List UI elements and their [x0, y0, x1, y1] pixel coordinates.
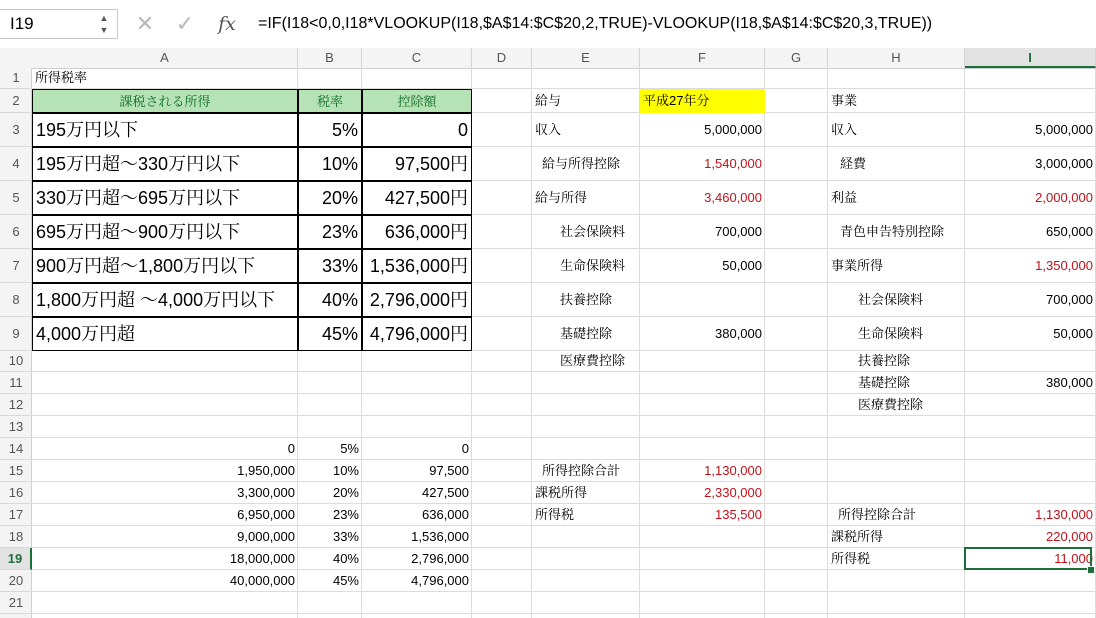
name-box[interactable]: I19 [0, 9, 118, 39]
cell-c20[interactable]: 4,796,000 [411, 573, 469, 588]
cell-b16[interactable]: 20% [332, 485, 359, 500]
cell-h17[interactable]: 所得控除合計 [838, 507, 917, 522]
cell-a6[interactable]: 695万円超〜900万円以下 [32, 215, 298, 249]
row-header-17[interactable]: 17 [0, 504, 32, 526]
cell-a20[interactable]: 40,000,000 [229, 573, 295, 588]
cell-c9[interactable]: 4,796,000円 [362, 317, 472, 351]
cell-f5[interactable]: 3,460,000 [704, 190, 762, 205]
row-header-13[interactable]: 13 [0, 416, 32, 438]
name-box-stepper-icon[interactable]: ▲ ▼ [99, 13, 109, 35]
column-header-i[interactable]: I [965, 48, 1096, 68]
cell-i8[interactable]: 700,000 [1046, 292, 1093, 307]
row-header-9[interactable]: 9 [0, 317, 32, 351]
cell-b8[interactable]: 40% [298, 283, 362, 317]
row-header-5[interactable]: 5 [0, 181, 32, 215]
cell-a4[interactable]: 195万円超〜330万円以下 [32, 147, 298, 181]
cell-h7[interactable]: 事業所得 [831, 258, 884, 273]
cell-b20[interactable]: 45% [332, 573, 359, 588]
cell-b6[interactable]: 23% [298, 215, 362, 249]
row-header-8[interactable]: 8 [0, 283, 32, 317]
row-headers [0, 68, 32, 618]
row-header-18[interactable]: 18 [0, 526, 32, 548]
column-header-f[interactable]: F [640, 48, 765, 68]
cell-b2[interactable]: 税率 [298, 89, 362, 113]
cell-e16[interactable]: 課税所得 [535, 485, 588, 500]
cell-b19[interactable]: 40% [332, 551, 359, 566]
cell-h6[interactable]: 青色申告特別控除 [840, 224, 945, 239]
row-header-7[interactable]: 7 [0, 249, 32, 283]
cell-f17[interactable]: 135,500 [715, 507, 762, 522]
cell-h11[interactable]: 基礎控除 [858, 375, 911, 390]
cell-a2[interactable]: 課税される所得 [32, 89, 298, 113]
cell-i18[interactable]: 220,000 [1046, 529, 1093, 544]
row-header-19[interactable]: 19 [0, 548, 32, 570]
column-header-g[interactable]: G [765, 48, 828, 68]
row-header-20[interactable]: 20 [0, 570, 32, 592]
cell-e2[interactable]: 給与 [535, 93, 562, 108]
cell-h8[interactable]: 社会保険料 [858, 292, 924, 307]
cell-i7[interactable]: 1,350,000 [1035, 258, 1093, 273]
row-header-2[interactable]: 2 [0, 89, 32, 113]
grid-hline [32, 613, 1096, 614]
cell-i19[interactable]: 11,000 [1054, 551, 1093, 566]
column-headers [0, 48, 1096, 69]
cell-f9[interactable]: 380,000 [715, 326, 762, 341]
cell-f3[interactable]: 5,000,000 [704, 122, 762, 137]
row-header-11[interactable]: 11 [0, 372, 32, 394]
cell-b18[interactable]: 33% [332, 529, 359, 544]
cell-i5[interactable]: 2,000,000 [1035, 190, 1093, 205]
cell-e9[interactable]: 基礎控除 [560, 326, 613, 341]
cell-e8[interactable]: 扶養控除 [560, 292, 613, 307]
cell-c4[interactable]: 97,500円 [362, 147, 472, 181]
column-header-b[interactable]: B [298, 48, 362, 68]
formula-bar [0, 0, 1096, 49]
row-header-10[interactable]: 10 [0, 351, 32, 372]
row-header-3[interactable]: 3 [0, 113, 32, 147]
cell-a19[interactable]: 18,000,000 [229, 551, 295, 566]
column-header-d[interactable]: D [472, 48, 532, 68]
cell-c7[interactable]: 1,536,000円 [362, 249, 472, 283]
cell-f6[interactable]: 700,000 [715, 224, 762, 239]
row-header-6[interactable]: 6 [0, 215, 32, 249]
cell-b14[interactable]: 5% [340, 441, 359, 456]
cell-a7[interactable]: 900万円超〜1,800万円以下 [32, 249, 298, 283]
insert-function-icon[interactable]: fx [218, 13, 236, 35]
row-header-1[interactable]: 1 [0, 68, 32, 89]
cell-f2[interactable]: 平成27年分 [640, 89, 765, 113]
cell-b4[interactable]: 10% [298, 147, 362, 181]
cell-i9[interactable]: 50,000 [1053, 326, 1093, 341]
cell-b17[interactable]: 23% [332, 507, 359, 522]
cell-f16[interactable]: 2,330,000 [704, 485, 762, 500]
row-header-16[interactable]: 16 [0, 482, 32, 504]
column-header-a[interactable]: A [32, 48, 298, 68]
cell-h19[interactable]: 所得税 [831, 551, 871, 566]
formula-input[interactable]: =IF(I18<0,0,I18*VLOOKUP(I18,$A$14:$C$20,2,TRUE)-VLOOKUP(I18,$A$14:$C$20,3,TRUE)) [258, 15, 933, 32]
selected-cell-outline[interactable] [964, 547, 1092, 570]
column-header-e[interactable]: E [532, 48, 640, 68]
cell-c15[interactable]: 97,500 [429, 463, 469, 478]
cell-h12[interactable]: 医療費控除 [858, 397, 924, 412]
cell-c5[interactable]: 427,500円 [362, 181, 472, 215]
cell-i17[interactable]: 1,130,000 [1035, 507, 1093, 522]
row-header-14[interactable]: 14 [0, 438, 32, 460]
cell-a1[interactable]: 所得税率 [35, 70, 88, 85]
cell-c3[interactable]: 0 [362, 113, 472, 147]
cell-b9[interactable]: 45% [298, 317, 362, 351]
cell-i11[interactable]: 380,000 [1046, 375, 1093, 390]
cell-i4[interactable]: 3,000,000 [1035, 156, 1093, 171]
cell-f4[interactable]: 1,540,000 [704, 156, 762, 171]
cell-e5[interactable]: 給与所得 [535, 190, 588, 205]
cell-h4[interactable]: 経費 [840, 156, 867, 171]
column-header-h[interactable]: H [828, 48, 965, 68]
cell-e7[interactable]: 生命保険料 [560, 258, 626, 273]
cell-f7[interactable]: 50,000 [722, 258, 762, 273]
cell-e4[interactable]: 給与所得控除 [542, 156, 621, 171]
cell-c18[interactable]: 1,536,000 [411, 529, 469, 544]
cell-c19[interactable]: 2,796,000 [411, 551, 469, 566]
cell-e17[interactable]: 所得税 [535, 507, 575, 522]
cell-i3[interactable]: 5,000,000 [1035, 122, 1093, 137]
cell-e15[interactable]: 所得控除合計 [542, 463, 621, 478]
cell-h10[interactable]: 扶養控除 [858, 353, 911, 368]
row-header-12[interactable]: 12 [0, 394, 32, 416]
cell-c16[interactable]: 427,500 [422, 485, 469, 500]
cell-c14[interactable]: 0 [461, 441, 469, 456]
cell-a8[interactable]: 1,800万円超 〜4,000万円以下 [32, 283, 298, 317]
cell-h18[interactable]: 課税所得 [831, 529, 884, 544]
cell-h3[interactable]: 収入 [831, 122, 858, 137]
column-header-c[interactable]: C [362, 48, 472, 68]
cell-c6[interactable]: 636,000円 [362, 215, 472, 249]
cell-e10[interactable]: 医療費控除 [560, 353, 626, 368]
cell-h5[interactable]: 利益 [831, 190, 858, 205]
cell-b5[interactable]: 20% [298, 181, 362, 215]
cell-a16[interactable]: 3,300,000 [237, 485, 295, 500]
cancel-icon[interactable]: ✕ [135, 11, 155, 36]
cell-b15[interactable]: 10% [332, 463, 359, 478]
cell-b7[interactable]: 33% [298, 249, 362, 283]
cell-h2[interactable]: 事業 [831, 93, 858, 108]
cell-a14[interactable]: 0 [287, 441, 295, 456]
cell-e6[interactable]: 社会保険料 [560, 224, 626, 239]
cell-a15[interactable]: 1,950,000 [237, 463, 295, 478]
cell-a18[interactable]: 9,000,000 [237, 529, 295, 544]
row-header-15[interactable]: 15 [0, 460, 32, 482]
cell-a5[interactable]: 330万円超〜695万円以下 [32, 181, 298, 215]
cell-a9[interactable]: 4,000万円超 [32, 317, 298, 351]
cell-a17[interactable]: 6,950,000 [237, 507, 295, 522]
cell-c8[interactable]: 2,796,000円 [362, 283, 472, 317]
cell-i6[interactable]: 650,000 [1046, 224, 1093, 239]
cell-b3[interactable]: 5% [298, 113, 362, 147]
cell-c17[interactable]: 636,000 [422, 507, 469, 522]
fill-handle[interactable] [1087, 566, 1095, 574]
cell-f15[interactable]: 1,130,000 [704, 463, 762, 478]
confirm-icon[interactable]: ✓ [175, 11, 195, 36]
cell-a3[interactable]: 195万円以下 [32, 113, 298, 147]
cell-c2[interactable]: 控除額 [362, 89, 472, 113]
cell-e3[interactable]: 収入 [535, 122, 562, 137]
row-header-4[interactable]: 4 [0, 147, 32, 181]
cell-h9[interactable]: 生命保険料 [858, 326, 924, 341]
row-header-21[interactable]: 21 [0, 592, 32, 614]
